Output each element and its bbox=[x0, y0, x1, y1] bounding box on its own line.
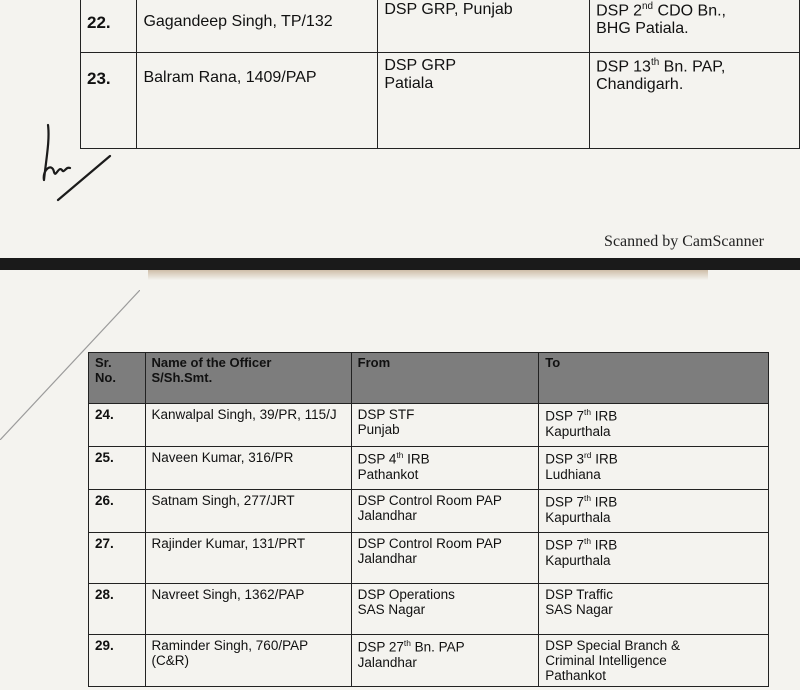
from-cell bbox=[378, 53, 590, 149]
to-cell bbox=[539, 584, 769, 635]
to-cell bbox=[590, 0, 800, 53]
header-name bbox=[145, 353, 351, 404]
officer-name-cell: Satnam Singh, 277/JRT bbox=[145, 490, 351, 533]
from-text: DSP GRP bbox=[384, 57, 457, 74]
from-text: Bn. PAP bbox=[410, 639, 465, 655]
from-text: IRB bbox=[403, 451, 430, 467]
to-cell bbox=[590, 53, 800, 149]
to-text: IRB bbox=[591, 408, 618, 424]
header-text: Name of the Officer bbox=[151, 355, 272, 370]
scanned-page-2 bbox=[0, 270, 800, 690]
table-row bbox=[89, 447, 769, 490]
officer-name-cell: Balram Rana, 1409/PAP bbox=[137, 53, 378, 149]
ordinal-sup: nd bbox=[642, 1, 654, 12]
to-text: DSP Special Branch & bbox=[545, 638, 681, 653]
from-text: DSP Operations bbox=[357, 587, 455, 602]
to-text: DSP 7 bbox=[545, 494, 585, 510]
to-cell bbox=[539, 533, 769, 584]
to-text-line2: Criminal Intelligence bbox=[545, 653, 667, 668]
to-text-line2: SAS Nagar bbox=[545, 602, 613, 617]
to-text-line2: BHG Patiala. bbox=[596, 20, 689, 38]
officer-name-text: Raminder Singh, 760/PAP bbox=[151, 638, 309, 653]
table-row bbox=[89, 533, 769, 584]
transfer-table-part-1 bbox=[80, 0, 800, 149]
officer-name-cell bbox=[145, 635, 351, 687]
to-text: DSP 7 bbox=[545, 537, 585, 553]
ordinal-sup: th bbox=[650, 57, 660, 68]
sr-cell: 27. bbox=[89, 533, 146, 584]
to-text-line2: Kapurthala bbox=[545, 552, 611, 568]
table-row bbox=[89, 404, 769, 447]
to-text-line2: Kapurthala bbox=[545, 423, 611, 439]
scanned-page-1 bbox=[0, 0, 800, 258]
scanner-watermark: Scanned by CamScanner bbox=[604, 233, 764, 250]
from-cell bbox=[351, 584, 539, 635]
sr-cell: 26. bbox=[89, 490, 146, 533]
to-text: DSP 3 bbox=[545, 451, 585, 467]
table-header-row bbox=[89, 353, 769, 404]
header-text: No. bbox=[95, 370, 116, 385]
sr-cell: 25. bbox=[89, 447, 146, 490]
to-text: DSP Traffic bbox=[545, 587, 614, 602]
officer-name-line2: (C&R) bbox=[151, 653, 189, 668]
table-row bbox=[89, 490, 769, 533]
from-cell bbox=[351, 404, 539, 447]
signature-icon bbox=[30, 120, 120, 210]
from-text-line2: Jalandhar bbox=[357, 654, 417, 670]
to-text: DSP 7 bbox=[545, 408, 585, 424]
from-text-line2: Pathankot bbox=[357, 466, 419, 482]
table-row bbox=[89, 635, 769, 687]
ordinal-sup: th bbox=[584, 407, 591, 417]
to-text: IRB bbox=[591, 451, 618, 467]
ordinal-sup: th bbox=[584, 493, 591, 503]
sr-cell: 22. bbox=[81, 0, 137, 53]
from-text-line2: Patiala bbox=[384, 75, 434, 92]
officer-name-cell: Gagandeep Singh, TP/132 bbox=[137, 0, 378, 53]
table-row bbox=[81, 0, 800, 53]
from-cell bbox=[378, 0, 590, 53]
header-text: S/Sh.Smt. bbox=[151, 370, 213, 385]
table-row bbox=[89, 584, 769, 635]
to-text: Bn. PAP, bbox=[659, 58, 726, 76]
to-cell bbox=[539, 635, 769, 687]
ordinal-sup: th bbox=[403, 638, 411, 648]
from-text: DSP Control Room PAP bbox=[357, 536, 502, 551]
from-cell bbox=[351, 635, 539, 687]
to-text: DSP 13 bbox=[596, 58, 651, 76]
from-cell bbox=[351, 533, 539, 584]
transfer-table-part-2 bbox=[88, 352, 769, 687]
from-text-line2: Punjab bbox=[357, 422, 400, 437]
to-cell bbox=[539, 490, 769, 533]
to-text: CDO Bn., bbox=[653, 2, 726, 20]
header-text: Sr. bbox=[95, 355, 112, 370]
from-text: DSP STF bbox=[357, 407, 415, 422]
from-text-line2: Jalandhar bbox=[357, 508, 417, 523]
officer-name-cell: Rajinder Kumar, 131/PRT bbox=[145, 533, 351, 584]
page-edge-shadow bbox=[148, 270, 708, 280]
header-sr bbox=[89, 353, 146, 404]
officer-name-cell: Naveen Kumar, 316/PR bbox=[145, 447, 351, 490]
sr-cell: 24. bbox=[89, 404, 146, 447]
to-text-line2: Chandigarh. bbox=[596, 76, 684, 94]
sr-cell: 28. bbox=[89, 584, 146, 635]
to-cell bbox=[539, 404, 769, 447]
page-separator bbox=[0, 258, 800, 270]
to-text: IRB bbox=[591, 494, 618, 510]
from-text: DSP 27 bbox=[357, 639, 404, 655]
to-text-line3: Pathankot bbox=[545, 668, 607, 683]
to-cell bbox=[539, 447, 769, 490]
to-text: DSP 2 bbox=[596, 2, 643, 20]
from-text-line2: SAS Nagar bbox=[357, 602, 426, 617]
to-text-line2: Kapurthala bbox=[545, 509, 611, 525]
to-text: IRB bbox=[591, 537, 618, 553]
table-row bbox=[81, 53, 800, 149]
from-cell bbox=[351, 447, 539, 490]
to-text-line2: Ludhiana bbox=[545, 466, 601, 482]
from-text: DSP GRP, Punjab bbox=[384, 1, 513, 18]
officer-name-cell: Kanwalpal Singh, 39/PR, 115/J bbox=[145, 404, 351, 447]
ordinal-sup: rd bbox=[584, 450, 592, 460]
header-to: To bbox=[539, 353, 769, 404]
from-text: DSP Control Room PAP bbox=[357, 493, 502, 508]
sr-cell: 23. bbox=[81, 53, 137, 149]
ordinal-sup: th bbox=[396, 450, 404, 460]
sr-cell: 29. bbox=[89, 635, 146, 687]
officer-name-cell: Navreet Singh, 1362/PAP bbox=[145, 584, 351, 635]
from-cell bbox=[351, 490, 539, 533]
from-text: DSP 4 bbox=[357, 451, 397, 467]
header-from: From bbox=[351, 353, 539, 404]
ordinal-sup: th bbox=[584, 536, 591, 546]
from-text-line2: Jalandhar bbox=[357, 551, 417, 566]
